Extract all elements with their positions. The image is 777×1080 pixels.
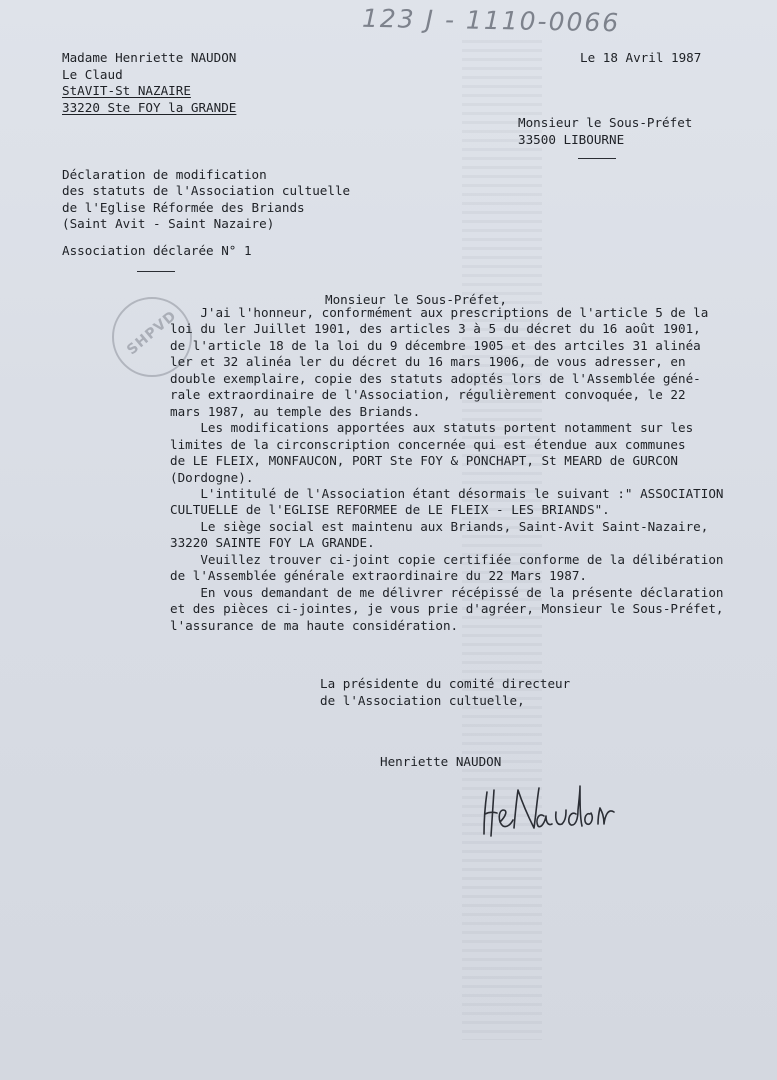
body-line: En vous demandant de me délivrer récépissé de la présente déclaration: [170, 584, 724, 600]
sender-address: [62, 50, 236, 117]
body-line: mars 1987, au temple des Briands.: [170, 403, 421, 419]
body-line: loi du ler Juillet 1901, des articles 3 à 5 du décret du 16 août 1901,: [170, 321, 701, 337]
sender-address-line: StAVIT-St NAZAIRE: [62, 83, 191, 99]
closing-line: de l'Association cultuelle,: [320, 692, 525, 708]
subject-block: [62, 167, 350, 232]
salutation: Monsieur le Sous-Préfet,: [325, 292, 507, 307]
association-number: Association déclarée N° 1: [62, 243, 252, 258]
body-line: Les modifications apportées aux statuts portent notamment sur les: [170, 420, 694, 436]
handwritten-reference-number: 123 J - 1110-0066: [361, 3, 621, 38]
recipient-address: [518, 114, 692, 148]
subject-line: Déclaration de modification: [62, 167, 267, 182]
body-line: de l'Assemblée générale extraordinaire du 22 Mars 1987.: [170, 568, 588, 584]
body-line: CULTUELLE de l'EGLISE REFORMEE de LE FLEIX - LES BRIANDS".: [170, 502, 610, 518]
closing-line: La présidente du comité directeur: [320, 676, 571, 691]
body-line: rale extraordinaire de l'Association, régulièrement convoquée, le 22: [170, 387, 686, 403]
recipient-city: 33500 LIBOURNE: [518, 132, 625, 147]
body-line: de LE FLEIX, MONFAUCON, PORT Ste FOY & PONCHAPT, St MEARD de GURCON: [170, 453, 678, 469]
sender-name: Madame Henriette NAUDON: [62, 50, 237, 65]
subject-line: des statuts de l'Association cultuelle: [62, 183, 351, 199]
stamp-text: SHPVD: [124, 307, 180, 359]
recipient-title: Monsieur le Sous-Préfet: [518, 115, 693, 130]
letter-date: Le 18 Avril 1987: [580, 50, 702, 65]
separator-dash: [578, 158, 616, 159]
body-line: et des pièces ci-jointes, je vous prie d'agréer, Monsieur le Sous-Préfet,: [170, 601, 724, 617]
body-line: L'intitulé de l'Association étant désormais le suivant :" ASSOCIATION: [170, 485, 724, 501]
body-line: (Dordogne).: [170, 469, 254, 485]
sender-address-line: 33220 Ste FOY la GRANDE: [62, 100, 237, 116]
body-line: Veuillez trouver ci-joint copie certifiée conforme de la délibération: [170, 551, 724, 567]
subject-line: de l'Eglise Réformée des Briands: [62, 199, 305, 215]
separator-dash: [137, 271, 175, 272]
signatory-name: Henriette NAUDON: [380, 754, 502, 769]
body-line: double exemplaire, copie des statuts adoptés lors de l'Assemblée géné-: [170, 370, 701, 386]
closing-block: [320, 676, 570, 709]
body-line: ler et 32 alinéa ler du décret du 16 mars 1906, de vous adresser, en: [170, 354, 686, 370]
subject-line: (Saint Avit - Saint Nazaire): [62, 215, 275, 231]
body-line: J'ai l'honneur, conformément aux prescriptions de l'article 5 de la: [170, 305, 709, 320]
body-line: limites de la circonscription concernée qui est étendue aux communes: [170, 436, 686, 452]
body-line: l'assurance de ma haute considération.: [170, 617, 459, 633]
handwritten-signature: [478, 772, 628, 844]
letter-body: [170, 305, 774, 634]
body-line: Le siège social est maintenu aux Briands, Saint-Avit Saint-Nazaire,: [170, 518, 709, 534]
body-line: de l'article 18 de la loi du 9 décembre 1905 et des artciles 31 alinéa: [170, 337, 701, 353]
sender-address-line: Le Claud: [62, 66, 123, 82]
body-line: 33220 SAINTE FOY LA GRANDE.: [170, 535, 375, 551]
